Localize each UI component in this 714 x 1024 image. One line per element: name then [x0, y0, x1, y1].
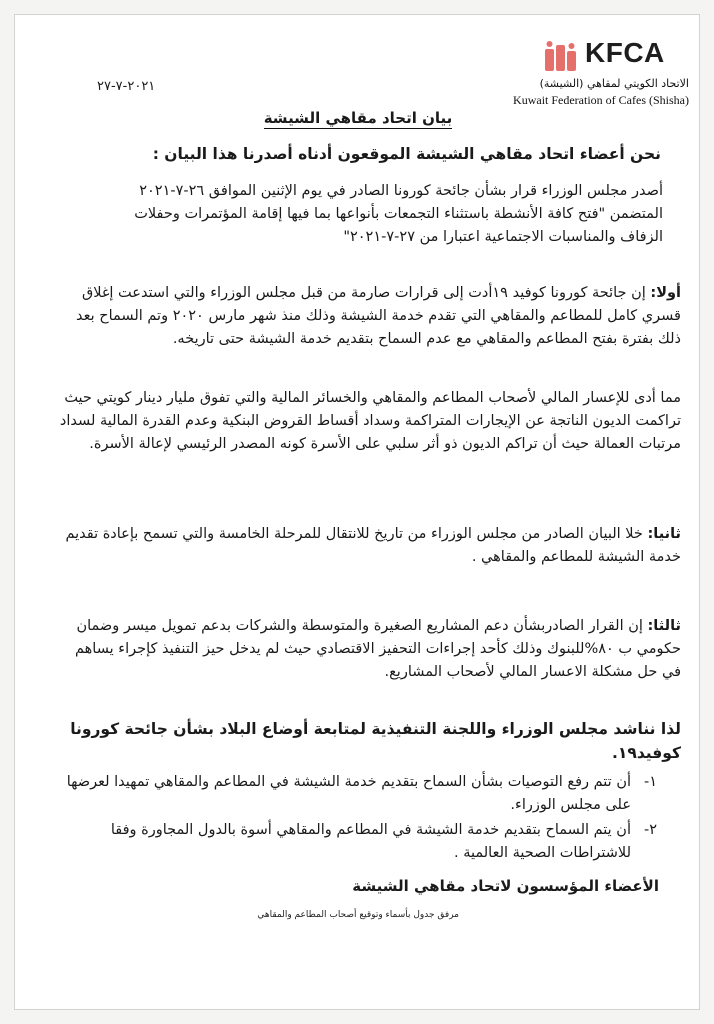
second-point-label: ثانيا: [647, 526, 681, 542]
founders-signature: الأعضاء المؤسسون لاتحاد مقاهي الشيشة [352, 877, 659, 895]
third-point-text: إن القرار الصادربشأن دعم المشاريع الصغيرة والمتوسطة والشركات بدعم تمويل ميسر وضمان حكومي ب ٨٠%للبنوك وذلك كأحد إجراءات التحفيز الاقتصادي حيث لم يدخل حيز التنفيذ كإجراء يساهم في حل مشكلة الاعسار المالي لأصحاب المشاريع. [75, 618, 681, 680]
third-point-paragraph [55, 615, 681, 684]
logo-english-name: Kuwait Federation of Cafes (Shisha) [513, 93, 689, 107]
intro-heading: نحن أعضاء اتحاد مقاهي الشيشة الموقعون أدناه أصدرنا هذا البيان : [152, 145, 661, 163]
third-point-label: ثالثا: [647, 618, 681, 634]
kfca-logo [513, 35, 693, 115]
list-item-number: ١- [643, 774, 657, 790]
second-point-paragraph [55, 523, 681, 569]
second-point-text: خلا البيان الصادر من مجلس الوزراء من تاريخ للانتقال للمرحلة الخامسة والتي تسمح بإعادة تقديم خدمة الشيشة للمطاعم والمقاهي . [65, 526, 681, 565]
document-date: ٢٠٢١-٧-٢٧ [97, 79, 156, 94]
attachment-note: مرفق جدول بأسماء وتوقيع أصحاب المطاعم والمقاهي [257, 910, 459, 920]
first-point-label: أولا: [650, 285, 681, 301]
document-page [14, 14, 700, 1010]
first-point-paragraph [55, 282, 681, 351]
title-text: بيان اتحاد مقاهي الشيشة [263, 109, 453, 127]
list-item-text: أن تتم رفع التوصيات بشأن السماح بتقديم خدمة الشيشة في المطاعم والمقاهي تمهيدا لعرضها على مجلس الوزراء. [66, 774, 631, 813]
list-item [57, 819, 657, 865]
logo-text: KFCA [585, 37, 665, 68]
document-title [15, 109, 700, 127]
logo-arabic-name: الاتحاد الكويتي لمقاهي (الشيشة) [539, 77, 689, 90]
requests-list [57, 771, 657, 867]
financial-loss-paragraph: مما أدى للإعسار المالي لأصحاب المطاعم والمقاهي والخسائر المالية والتي تفوق مليار دينار كويتي حيث تراكمت الديون الناتجة عن الإيجارات المتراكمة وسداد أقساط القروض البنكية وعدم القدرة المالية لسداد مرتبات العمالة حيث أن تراكم الديون ذو أثر سلبي على الأسرة كونه المصدر الرئيسي لإعالة الأسرة. [59, 390, 681, 452]
first-point-text: إن جائحة كورونا كوفيد ١٩أدت إلى قرارات صارمة من قبل مجلس الوزراء والتي استدعت إغلاق قسري كامل للمطاعم والمقاهي التي تقدم خدمة الشيشة وذلك منذ شهر مارس ٢٠٢٠ وتم السماح بعد ذلك بفترة بفتح المطاعم والمقاهي مع عدم السماح بتقديم خدمة الشيشة حتى تاريخه. [75, 285, 681, 347]
list-item [57, 771, 657, 817]
list-item-text: أن يتم السماح بتقديم خدمة الشيشة في المطاعم والمقاهي أسوة بالدول المجاورة وفقا للاشتراطات الصحية العالمية . [110, 822, 631, 861]
appeal-paragraph: لذا نناشد مجلس الوزراء واللجنة التنفيذية لمتابعة أوضاع البلاد بشأن جائحة كورونا كوفيد١٩. [70, 720, 681, 762]
logo-mark-icon [543, 39, 579, 75]
intro-paragraph: أصدر مجلس الوزراء قرار بشأن جائحة كورونا الصادر في يوم الإثنين الموافق ٢٦-٧-٢٠٢١ المتضمن "فتح كافة الأنشطة باستثناء التجمعات بأنواعها بما فيها إقامة المؤتمرات وحفلات الزفاف والمناسبات الاجتماعية اعتبارا من ٢٧-٧-٢٠٢١" [134, 183, 663, 245]
list-item-number: ٢- [643, 822, 657, 838]
